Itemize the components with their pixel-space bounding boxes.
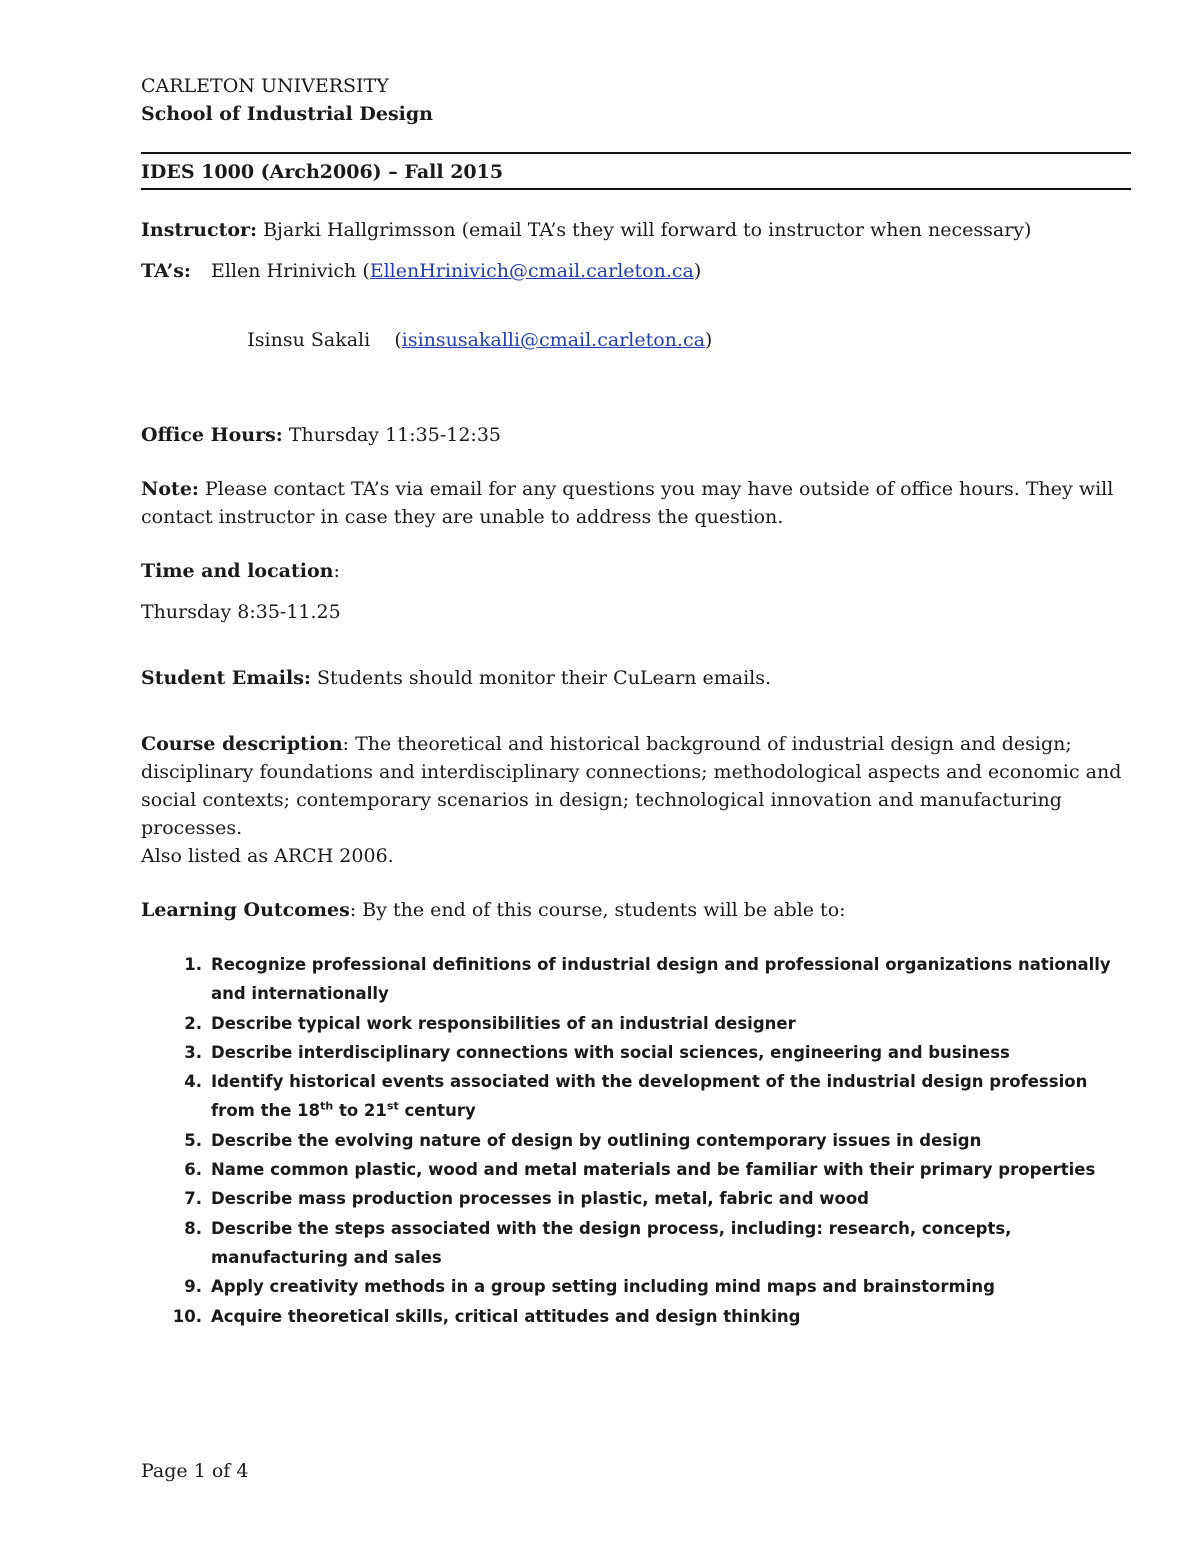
ta-email-link[interactable]: EllenHrinivich@cmail.carleton.ca (369, 260, 694, 282)
note-label: Note: (141, 478, 199, 500)
list-item: 10. Acquire theoretical skills, critical attitudes and design thinking (172, 1306, 801, 1326)
office-hours-label: Office Hours: (141, 424, 283, 446)
ta-row-1: TA’s: Ellen Hrinivich (EllenHrinivich@cmail.carleton.ca) (141, 257, 1131, 285)
time-location-heading: Time and location: (141, 560, 340, 582)
page-number: Page 1 of 4 (141, 1460, 249, 1482)
student-emails-label: Student Emails: (141, 667, 311, 689)
list-item: 9. Apply creativity methods in a group setting including mind maps and brainstorming (184, 1277, 995, 1297)
learning-outcomes-label: Learning Outcomes (141, 899, 350, 921)
note-text: Please contact TA’s via email for any questions you may have outside of office hours. They will contact instructor in case they are unable to address the question. (141, 478, 1114, 528)
time-location-text: Thursday 8:35-11.25 (141, 601, 341, 623)
document-page (141, 72, 1131, 1331)
list-item: 6. Name common plastic, wood and metal materials and be familiar with their primary properties (184, 1160, 1096, 1180)
office-hours-text: Thursday 11:35-12:35 (282, 424, 502, 446)
instructor-text: Bjarki Hallgrimsson (email TA’s they will forward to instructor when necessary) (263, 219, 1032, 241)
course-description-text: : The theoretical and historical background of industrial design and design; disciplinary foundations and interdisciplinary connections; methodological aspects and economic and social contexts; contemporary scenarios in design; technological innovation and manufacturing processes. (141, 733, 1122, 839)
ta-name: Isinsu Sakali (247, 329, 371, 351)
instructor-label: Instructor: (141, 219, 258, 241)
ta-row-2: Isinsu Sakali (isinsusakalli@cmail.carleton.ca) (247, 329, 713, 351)
list-item: 7. Describe mass production processes in plastic, metal, fabric and wood (184, 1189, 869, 1209)
course-description (141, 730, 1131, 842)
learning-outcomes-heading (141, 896, 1131, 924)
student-emails-text: Students should monitor their CuLearn emails. (310, 667, 772, 689)
note-paragraph (141, 475, 1131, 531)
list-item: 3. Describe interdisciplinary connections with social sciences, engineering and business (184, 1042, 1010, 1062)
list-item: 5. Describe the evolving nature of design by outlining contemporary issues in design (184, 1130, 982, 1150)
ta-label: TA’s: (141, 260, 191, 282)
ta-name: Ellen Hrinivich (211, 260, 357, 282)
university-name: CARLETON UNIVERSITY (141, 75, 389, 97)
instructor-line (141, 216, 1131, 244)
ta-email-link[interactable]: isinsusakalli@cmail.carleton.ca (401, 329, 705, 351)
learning-outcomes-intro: : By the end of this course, students will be able to: (349, 899, 846, 921)
student-emails (141, 664, 1131, 692)
school-name: School of Industrial Design (141, 103, 433, 125)
course-title: IDES 1000 (Arch2006) – Fall 2015 (141, 161, 504, 183)
list-item: 4. Identify historical events associated with the development of the industrial design profession from the 18th to 21st century (184, 1072, 1088, 1121)
office-hours (141, 421, 1131, 449)
time-location-label: Time and location (141, 560, 334, 582)
also-listed: Also listed as ARCH 2006. (141, 845, 394, 867)
list-item: 8. Describe the steps associated with the design process, including: research, concepts, manufacturing and sales (184, 1218, 1012, 1267)
course-description-label: Course description (141, 733, 343, 755)
learning-outcomes-list (141, 950, 1131, 1331)
list-item: 2. Describe typical work responsibilities of an industrial designer (184, 1013, 796, 1033)
list-item: 1. Recognize professional definitions of industrial design and professional organizations nationally and internationally (184, 955, 1111, 1004)
